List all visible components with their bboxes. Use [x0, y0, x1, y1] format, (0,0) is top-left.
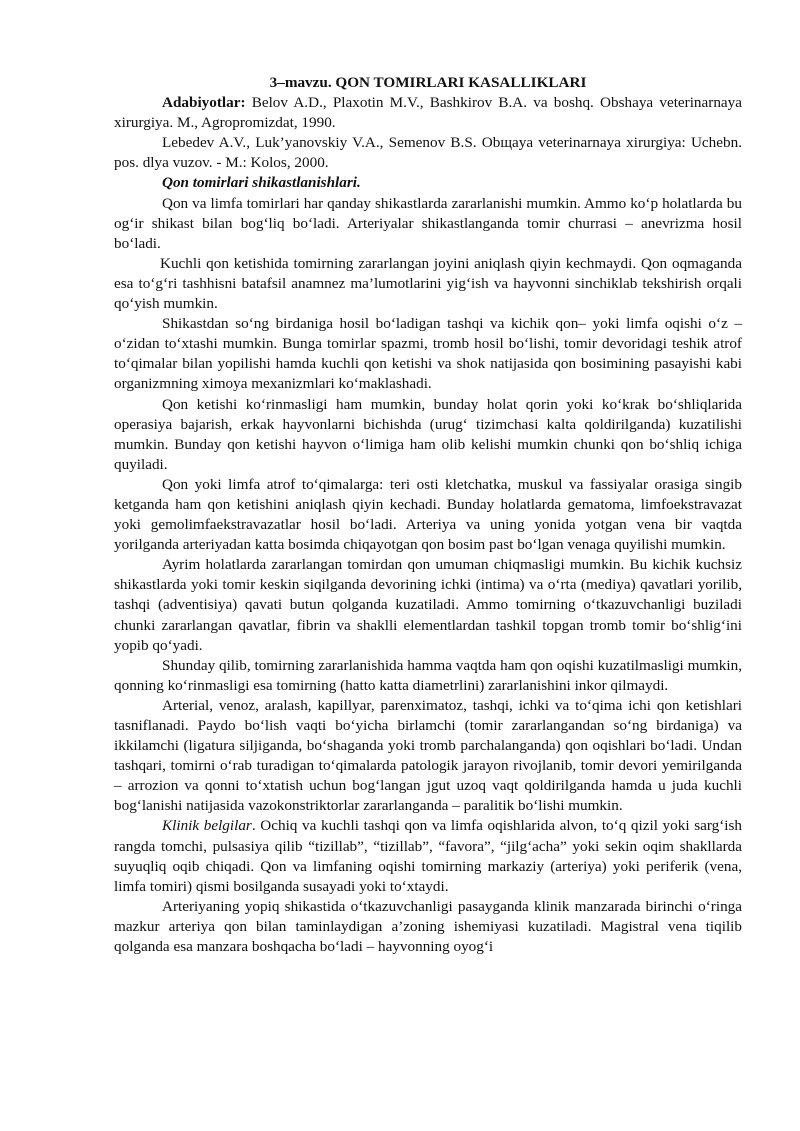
page-title: 3–mavzu. QON TOMIRLARI KASALLIKLARI: [269, 74, 587, 91]
paragraph-7: Shunday qilib, tomirning zararlanishida hamma vaqtda ham qon oqishi kuzatilmasligi mumkin, qonning ko‘rinmasligi esa tomirning (hatto katta diametrlini) zararlanishini inkor qilmaydi.: [114, 656, 742, 694]
paragraph-6: Ayrim holatlarda zararlangan tomirdan qon umuman chiqmasligi mumkin. Bu kichik kuchsiz shikastlarda yoki tomir keskin siqilganda devorining ichki (intima) va o‘rta (mediya) qavatlari yorilib, tashqi (adventisiya) qavati butun qolganda kuzatiladi. Ammo tomirning o‘tkazuvchanligi buziladi chunki zararlangan qavatlar, fibrin va shaklli elementlardan tashkil topgan tromb tomir bo‘shlig‘ini yopib qo‘yadi.: [114, 556, 742, 654]
literature-label: Adabiyotlar:: [162, 94, 246, 112]
literature-ref-2: Lebedev A.V., Luk’yanovskiy V.A., Semenov B.S. Obщaya veterinarnaya xirurgiya: Uchebn. pos. dlya vuzov. - M.: Kolos, 2000.: [114, 134, 742, 172]
clinical-label: Klinik belgilar: [162, 817, 252, 835]
literature-ref-1: [114, 93, 742, 133]
document-page: [114, 73, 742, 957]
paragraph-3: Shikastdan so‘ng birdaniga hosil bo‘ladigan tashqi va kichik qon– yoki limfa oqishi o‘z – o‘zidan to‘xtashi mumkin. Bunga tomirlar spazmi, tromb hosil bo‘lishi, tomir devoridagi teshik atrof to‘qimalar bilan yopilishi hamda kuchli qon ketishi va shok natijasida qon bosimining pasayishi kabi organizmning ximoya mexanizmlari ko‘maklashadi.: [114, 315, 742, 393]
paragraph-5: Qon yoki limfa atrof to‘qimalarga: teri osti kletchatka, muskul va fassiyalar orasiga singib ketganda ham qon ketishini aniqlash qiyin kechadi. Bunday holatlarda gematoma, limfoekstravazat yoki gemolimfaekstravazatlar hosil bo‘ladi. Arteriya va uning yonida yotgan vena bir vaqtda yorilganda arteriyadan katta bosimda chiqayotgan qon bosim past bo‘lgan venaga quyilishi mumkin.: [114, 475, 742, 554]
paragraph-8: Arterial, venoz, aralash, kapillyar, parenximatoz, tashqi, ichki va to‘qima ichi qon ketishlari tasniflanadi. Paydo bo‘lish vaqti bo‘yicha birlamchi (tomir zararlangandan so‘ng birdaniga) va ikkilamchi (ligatura siljiganda, bo‘shaganda yoki tromb parchalanganda) qon oqishlari bo‘ladi. Undan tashqari, tomirni o‘rab turadigan to‘qimalarda patologik jarayon rivojlanib, tomir devori yemirilganda – arrozion va qonni to‘xtatish uchun bog‘langan jgut uzoq vaqt qoldirilganda hamda u juda kuchli bog‘lanishi natijasida vazokonstriktorlar zararlanganda – paralitik bo‘lishi mumkin.: [114, 696, 742, 815]
clinical-text: . Ochiq va kuchli tashqi qon va limfa oqishlarida alvon, to‘q qizil yoki sarg‘ish rangda tomchi, pulsasiya qilib “tizillab”, “tizillab”, “favora”, “jilg‘acha” yoki sekin oqim shakllarda suyuqliq oqib chiqadi. Qon va limfaning oqishi tomirning markaziy (arteriya) yoki periferik (vena, limfa tomiri) qismi bosilganda susayadi yoki to‘xtaydi.: [114, 817, 743, 895]
paragraph-2: Kuchli qon ketishida tomirning zararlangan joyini aniqlash qiyin kechmaydi. Qon oqmaganda esa to‘g‘ri tashhisni batafsil anamnez ma’lumotlarini yig‘ish va hayvonni sinchiklab tekshirish orqali qo‘yish mumkin.: [114, 254, 742, 313]
clinical-paragraph: [114, 816, 742, 896]
section-heading: Qon tomirlari shikastlanishlari.: [162, 174, 361, 192]
paragraph-4: Qon ketishi ko‘rinmasligi ham mumkin, bunday holat qorin yoki ko‘krak bo‘shliqlarida operasiya bajarish, erkak hayvonlarni bichishda (urug‘ tizimchasi kalta qoldirilganda) kuzatilishi mumkin. Bunday qon ketishi hayvon o‘limiga ham olib kelishi mumkin chunki qon bo‘shliq ichiga quyiladi.: [114, 395, 742, 473]
paragraph-last: Arteriyaning yopiq shikastida o‘tkazuvchanligi pasayganda klinik manzarada birinchi o‘ringa mazkur arteriya qon bilan taminlaydigan a’zoning ishemiyasi kuzatiladi. Magistral vena tiqilib qolganda esa manzara boshqacha bo‘ladi – hayvonning oyog‘i: [114, 897, 742, 956]
literature-ref-1-text: Belov A.D., Plaxotin M.V., Bashkirov B.A. va boshq. Obshaya veterinarnaya xirurgiya. M., Agropromizdat, 1990.: [114, 94, 742, 132]
paragraph-1: Qon va limfa tomirlari har qanday shikastlarda zararlanishi mumkin. Ammo ko‘p holatlarda bu og‘ir shikast bilan bog‘liq bo‘ladi. Arteriyalar shikastlanganda tomir churrasi – anevrizma hosil bo‘ladi.: [114, 194, 742, 252]
